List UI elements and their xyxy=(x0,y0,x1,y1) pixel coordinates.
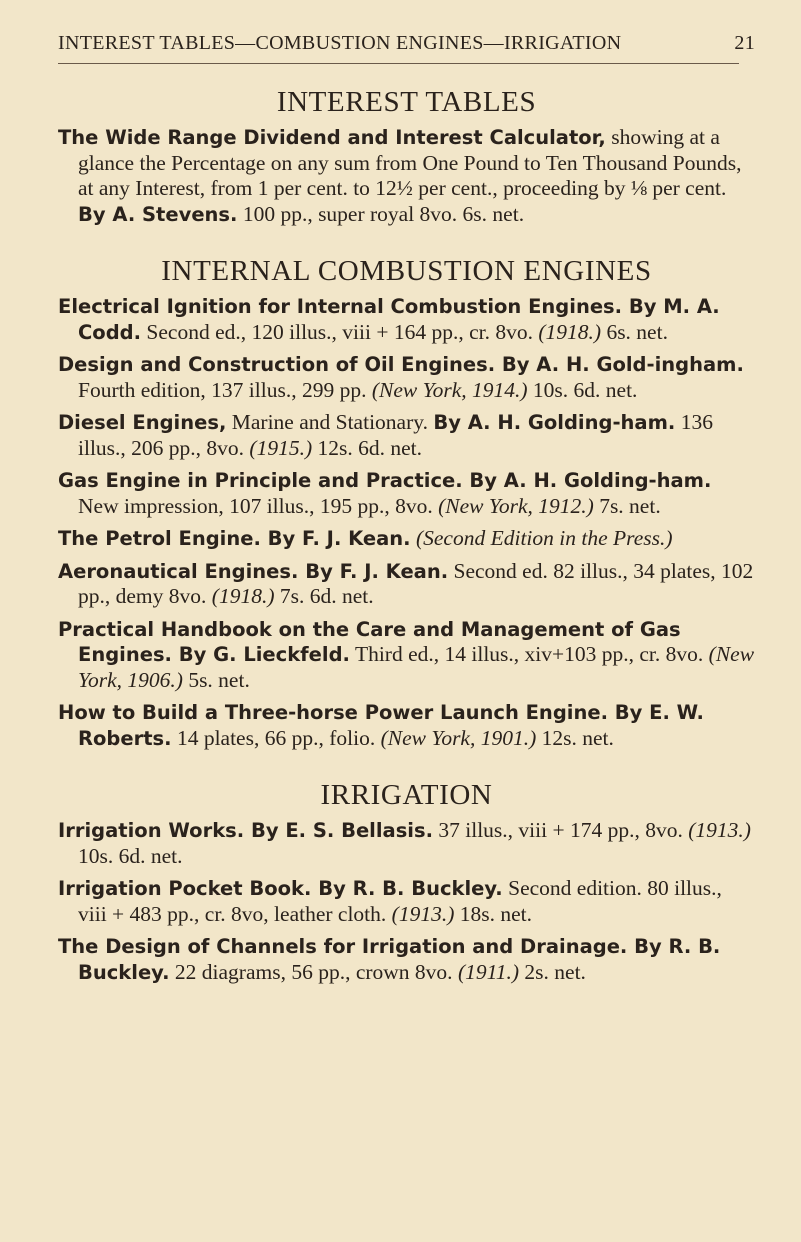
catalogue-entry: Irrigation Works. By E. S. Bellasis. 37 illus., viii + 174 pp., 8vo. (1913.) 10s. 6d. net. xyxy=(58,818,751,868)
catalogue-entry: Aeronautical Engines. By F. J. Kean. Second ed. 82 illus., 34 plates, 102 pp., demy 8vo. (1918.) 7s. 6d. net. xyxy=(58,558,754,608)
catalogue-entry: Gas Engine in Principle and Practice. By A. H. Golding-ham. New impression, 107 illus., 195 pp., 8vo. (New York, 1912.) 7s. net. xyxy=(58,469,712,518)
catalogue-entry: How to Build a Three-horse Power Launch Engine. By E. W. Roberts. 14 plates, 66 pp., folio. (New York, 1901.) 12s. net. xyxy=(58,701,704,750)
header-rule xyxy=(58,63,739,64)
catalogue-entry: Diesel Engines, Marine and Stationary. By A. H. Golding-ham. 136 illus., 206 pp., 8vo. (1915.) 12s. 6d. net. xyxy=(58,410,713,460)
catalogue-entry: The Design of Channels for Irrigation and Drainage. By R. B. Buckley. 22 diagrams, 56 pp., crown 8vo. (1911.) 2s. net. xyxy=(58,935,721,984)
catalogue-entry: The Wide Range Dividend and Interest Calculator, showing at a glance the Percentage on any sum from One Pound to Ten Thousand Pounds, at any Interest, from 1 per cent. to 12½ per cent., proceeding by ⅛ per cent. By A. Stevens. 100 pp., super royal 8vo. 6s. net. xyxy=(58,125,742,226)
catalogue-entry: Electrical Ignition for Internal Combustion Engines. By M. A. Codd. Second ed., 120 illus., viii + 164 pp., cr. 8vo. (1918.) 6s. net. xyxy=(58,295,720,344)
page-number: 21 xyxy=(734,32,755,54)
catalogue-entry: Irrigation Pocket Book. By R. B. Buckley. Second edition. 80 illus., viii + 483 pp., cr. 8vo, leather cloth. (1913.) 18s. net. xyxy=(58,876,722,926)
section-title-irrigation: IRRIGATION xyxy=(320,779,493,811)
running-head-title: INTEREST TABLES—COMBUSTION ENGINES—IRRIGATION xyxy=(58,32,622,54)
section-title-interest-tables: INTEREST TABLES xyxy=(276,86,537,118)
catalogue-entry: Practical Handbook on the Care and Management of Gas Engines. By G. Lieckfeld. Third ed., 14 illus., xiv+103 pp., cr. 8vo. (New York, 1906.) 5s. net. xyxy=(58,617,755,692)
catalogue-entry: Design and Construction of Oil Engines. By A. H. Gold-ingham. Fourth edition, 137 illus., 299 pp. (New York, 1914.) 10s. 6d. net. xyxy=(58,353,744,402)
catalogue-entry: The Petrol Engine. By F. J. Kean. (Second Edition in the Press.) xyxy=(58,526,673,550)
running-head xyxy=(58,32,755,55)
section-title-internal-combustion-engines: INTERNAL COMBUSTION ENGINES xyxy=(161,255,652,287)
